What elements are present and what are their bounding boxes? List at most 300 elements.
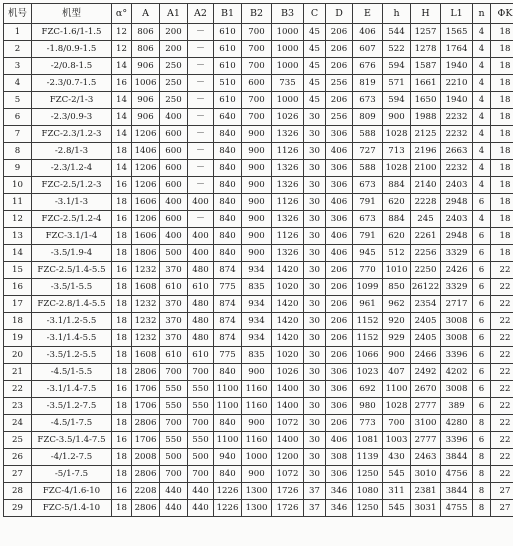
cell-d: 308	[326, 449, 353, 466]
cell-h: 884	[383, 211, 411, 228]
table-row	[4, 228, 513, 245]
cell-h: 1028	[383, 160, 411, 177]
cell-a1: 550	[160, 398, 188, 415]
table-row	[4, 194, 513, 211]
cell-b2: 900	[242, 211, 272, 228]
cell-c: 30	[304, 160, 326, 177]
cell-e: 588	[353, 126, 383, 143]
cell-e: 773	[353, 415, 383, 432]
cell-h-upper: 3031	[411, 500, 441, 517]
table-row	[4, 330, 513, 347]
cell-l1: 3329	[441, 279, 473, 296]
cell-h: 1028	[383, 398, 411, 415]
cell-b1: 510	[214, 75, 242, 92]
cell-model: -4/1.2-7.5	[32, 449, 112, 466]
cell-alpha: 16	[112, 177, 132, 194]
cell-b2: 1160	[242, 381, 272, 398]
cell-a: 1706	[132, 381, 160, 398]
cell-c: 30	[304, 177, 326, 194]
cell-e: 692	[353, 381, 383, 398]
cell-h: 544	[383, 24, 411, 41]
cell-alpha: 14	[112, 58, 132, 75]
cell-d: 306	[326, 364, 353, 381]
cell-b2: 700	[242, 109, 272, 126]
header-a: A	[132, 4, 160, 24]
cell-c: 30	[304, 432, 326, 449]
cell-c: 30	[304, 279, 326, 296]
cell-c: 30	[304, 194, 326, 211]
cell-b2: 900	[242, 364, 272, 381]
cell-h-upper: 1587	[411, 58, 441, 75]
table-row	[4, 177, 513, 194]
cell-b1: 610	[214, 24, 242, 41]
cell-b1: 610	[214, 92, 242, 109]
cell-no: 25	[4, 432, 32, 449]
cell-phi-k: 22	[491, 364, 513, 381]
cell-h-upper: 2100	[411, 160, 441, 177]
table-row	[4, 262, 513, 279]
cell-a1: 250	[160, 58, 188, 75]
cell-h: 522	[383, 41, 411, 58]
cell-a2: －	[188, 177, 214, 194]
cell-h-upper: 2405	[411, 330, 441, 347]
cell-e: 961	[353, 296, 383, 313]
cell-a: 1206	[132, 160, 160, 177]
cell-l1: 2948	[441, 194, 473, 211]
cell-h: 545	[383, 500, 411, 517]
cell-c: 45	[304, 41, 326, 58]
cell-b2: 835	[242, 279, 272, 296]
cell-b3: 1420	[272, 296, 304, 313]
cell-e: 809	[353, 109, 383, 126]
cell-e: 588	[353, 160, 383, 177]
cell-n: 4	[473, 24, 491, 41]
cell-a2: 550	[188, 398, 214, 415]
cell-model: FZC-2.8/1.4-5.5	[32, 296, 112, 313]
cell-a: 1608	[132, 347, 160, 364]
cell-h-upper: 2466	[411, 347, 441, 364]
header-n: n	[473, 4, 491, 24]
cell-e: 673	[353, 177, 383, 194]
cell-a1: 400	[160, 194, 188, 211]
header-alpha: α°	[112, 4, 132, 24]
cell-e: 1139	[353, 449, 383, 466]
cell-a: 1232	[132, 330, 160, 347]
cell-a2: 700	[188, 466, 214, 483]
cell-d: 206	[326, 296, 353, 313]
cell-phi-k: 22	[491, 330, 513, 347]
cell-a: 2806	[132, 466, 160, 483]
cell-e: 676	[353, 58, 383, 75]
cell-no: 8	[4, 143, 32, 160]
cell-d: 306	[326, 398, 353, 415]
cell-model: -3.5/1.2-5.5	[32, 347, 112, 364]
cell-b1: 840	[214, 143, 242, 160]
cell-n: 6	[473, 194, 491, 211]
cell-alpha: 14	[112, 126, 132, 143]
header-b3: B3	[272, 4, 304, 24]
cell-l1: 4756	[441, 466, 473, 483]
cell-model: -3.1/1-3	[32, 194, 112, 211]
header-b1: B1	[214, 4, 242, 24]
table-row	[4, 398, 513, 415]
cell-d: 256	[326, 75, 353, 92]
cell-model: FZC-3.5/1.4-7.5	[32, 432, 112, 449]
header-d: D	[326, 4, 353, 24]
table-row	[4, 126, 513, 143]
cell-d: 206	[326, 313, 353, 330]
cell-l1: 3396	[441, 347, 473, 364]
cell-n: 4	[473, 126, 491, 143]
cell-h-upper: 2492	[411, 364, 441, 381]
cell-a: 1206	[132, 211, 160, 228]
cell-no: 14	[4, 245, 32, 262]
cell-model: -3.5/1.9-4	[32, 245, 112, 262]
cell-b2: 900	[242, 143, 272, 160]
cell-l1: 1940	[441, 58, 473, 75]
cell-a2: 400	[188, 245, 214, 262]
cell-l1: 1764	[441, 41, 473, 58]
cell-b1: 840	[214, 228, 242, 245]
cell-d: 206	[326, 41, 353, 58]
cell-model: -3.5/1-5.5	[32, 279, 112, 296]
cell-no: 24	[4, 415, 32, 432]
cell-e: 791	[353, 194, 383, 211]
cell-b3: 1420	[272, 330, 304, 347]
cell-e: 1250	[353, 466, 383, 483]
cell-a: 2806	[132, 415, 160, 432]
cell-h-upper: 2405	[411, 313, 441, 330]
cell-a2: 500	[188, 449, 214, 466]
cell-n: 4	[473, 177, 491, 194]
cell-h-upper: 2196	[411, 143, 441, 160]
cell-h-upper: 26122	[411, 279, 441, 296]
cell-e: 1081	[353, 432, 383, 449]
cell-b3: 1400	[272, 381, 304, 398]
cell-b3: 1126	[272, 194, 304, 211]
cell-b1: 1226	[214, 483, 242, 500]
cell-a1: 400	[160, 109, 188, 126]
cell-h: 1100	[383, 381, 411, 398]
cell-a1: 250	[160, 75, 188, 92]
cell-l1: 4755	[441, 500, 473, 517]
cell-h-upper: 2354	[411, 296, 441, 313]
cell-d: 406	[326, 143, 353, 160]
cell-b2: 934	[242, 262, 272, 279]
cell-b2: 835	[242, 347, 272, 364]
cell-c: 30	[304, 313, 326, 330]
cell-b1: 940	[214, 449, 242, 466]
cell-b2: 1160	[242, 432, 272, 449]
cell-d: 306	[326, 381, 353, 398]
cell-a: 906	[132, 58, 160, 75]
cell-l1: 1565	[441, 24, 473, 41]
cell-h: 1028	[383, 126, 411, 143]
cell-a: 1606	[132, 228, 160, 245]
cell-c: 45	[304, 58, 326, 75]
cell-n: 6	[473, 245, 491, 262]
cell-h-upper: 2670	[411, 381, 441, 398]
cell-a2: 480	[188, 313, 214, 330]
cell-n: 4	[473, 58, 491, 75]
cell-d: 206	[326, 24, 353, 41]
cell-alpha: 16	[112, 381, 132, 398]
cell-b1: 874	[214, 313, 242, 330]
cell-a: 1232	[132, 262, 160, 279]
cell-no: 28	[4, 483, 32, 500]
cell-phi-k: 22	[491, 398, 513, 415]
cell-a1: 700	[160, 364, 188, 381]
cell-c: 30	[304, 109, 326, 126]
cell-a1: 370	[160, 313, 188, 330]
cell-n: 4	[473, 109, 491, 126]
cell-a1: 600	[160, 211, 188, 228]
cell-a: 2008	[132, 449, 160, 466]
cell-d: 306	[326, 211, 353, 228]
cell-b1: 840	[214, 466, 242, 483]
cell-b1: 610	[214, 41, 242, 58]
cell-no: 11	[4, 194, 32, 211]
cell-h-upper: 1661	[411, 75, 441, 92]
cell-b3: 735	[272, 75, 304, 92]
cell-alpha: 18	[112, 313, 132, 330]
cell-a1: 610	[160, 347, 188, 364]
cell-a: 1706	[132, 398, 160, 415]
cell-d: 306	[326, 466, 353, 483]
cell-l1: 2232	[441, 126, 473, 143]
cell-no: 22	[4, 381, 32, 398]
cell-b3: 1326	[272, 211, 304, 228]
cell-phi-k: 18	[491, 126, 513, 143]
cell-phi-k: 22	[491, 381, 513, 398]
cell-d: 406	[326, 432, 353, 449]
cell-d: 346	[326, 483, 353, 500]
cell-a1: 440	[160, 500, 188, 517]
table-row	[4, 143, 513, 160]
cell-b1: 1226	[214, 500, 242, 517]
cell-n: 6	[473, 347, 491, 364]
cell-n: 8	[473, 415, 491, 432]
cell-a2: 480	[188, 262, 214, 279]
cell-alpha: 18	[112, 347, 132, 364]
cell-l1: 389	[441, 398, 473, 415]
cell-h-upper: 2777	[411, 398, 441, 415]
cell-h-upper: 2463	[411, 449, 441, 466]
table-row	[4, 449, 513, 466]
cell-h-upper: 2250	[411, 262, 441, 279]
cell-h-upper: 2381	[411, 483, 441, 500]
cell-l1: 1940	[441, 92, 473, 109]
cell-l1: 3396	[441, 432, 473, 449]
cell-d: 206	[326, 330, 353, 347]
cell-h: 594	[383, 92, 411, 109]
cell-b3: 1072	[272, 466, 304, 483]
cell-b3: 1000	[272, 92, 304, 109]
cell-n: 4	[473, 41, 491, 58]
cell-e: 673	[353, 92, 383, 109]
cell-b3: 1326	[272, 177, 304, 194]
cell-b2: 934	[242, 313, 272, 330]
cell-b2: 1160	[242, 398, 272, 415]
cell-model: -1.8/0.9-1.5	[32, 41, 112, 58]
cell-b1: 610	[214, 58, 242, 75]
cell-b1: 640	[214, 109, 242, 126]
header-phi-k: ΦK	[491, 4, 513, 24]
cell-a: 1406	[132, 143, 160, 160]
cell-model: -2/0.8-1.5	[32, 58, 112, 75]
cell-model: FZC-2.5/1.4-5.5	[32, 262, 112, 279]
cell-model: -3.1/1.4-5.5	[32, 330, 112, 347]
cell-h: 850	[383, 279, 411, 296]
header-row	[4, 4, 513, 24]
cell-l1: 3329	[441, 245, 473, 262]
cell-b3: 1126	[272, 228, 304, 245]
cell-n: 6	[473, 313, 491, 330]
cell-b1: 840	[214, 126, 242, 143]
cell-b3: 1020	[272, 347, 304, 364]
cell-no: 18	[4, 313, 32, 330]
cell-alpha: 14	[112, 109, 132, 126]
cell-b1: 840	[214, 194, 242, 211]
table-row	[4, 92, 513, 109]
fan-spec-table	[3, 3, 513, 517]
cell-h: 1003	[383, 432, 411, 449]
cell-model: FZC-1.6/1-1.5	[32, 24, 112, 41]
cell-l1: 3844	[441, 483, 473, 500]
table-row	[4, 109, 513, 126]
cell-alpha: 18	[112, 415, 132, 432]
cell-phi-k: 18	[491, 160, 513, 177]
cell-no: 3	[4, 58, 32, 75]
cell-h: 620	[383, 194, 411, 211]
cell-b2: 1300	[242, 483, 272, 500]
cell-a2: 550	[188, 432, 214, 449]
cell-phi-k: 18	[491, 75, 513, 92]
cell-b1: 874	[214, 262, 242, 279]
cell-b2: 900	[242, 415, 272, 432]
cell-n: 8	[473, 449, 491, 466]
cell-alpha: 12	[112, 41, 132, 58]
cell-phi-k: 18	[491, 143, 513, 160]
cell-a2: 440	[188, 483, 214, 500]
cell-c: 30	[304, 262, 326, 279]
cell-a1: 370	[160, 330, 188, 347]
cell-n: 4	[473, 92, 491, 109]
cell-c: 30	[304, 364, 326, 381]
table-row	[4, 24, 513, 41]
cell-c: 30	[304, 347, 326, 364]
cell-e: 1066	[353, 347, 383, 364]
cell-b1: 874	[214, 296, 242, 313]
cell-phi-k: 18	[491, 177, 513, 194]
header-b2: B2	[242, 4, 272, 24]
cell-no: 4	[4, 75, 32, 92]
cell-b3: 1326	[272, 245, 304, 262]
cell-h: 920	[383, 313, 411, 330]
cell-h-upper: 3010	[411, 466, 441, 483]
cell-a2: 610	[188, 347, 214, 364]
cell-a2: 480	[188, 296, 214, 313]
cell-alpha: 18	[112, 364, 132, 381]
cell-model: -3.1/1.4-7.5	[32, 381, 112, 398]
cell-no: 2	[4, 41, 32, 58]
cell-h: 713	[383, 143, 411, 160]
cell-a1: 500	[160, 449, 188, 466]
cell-model: FZC-2/1-3	[32, 92, 112, 109]
cell-b2: 700	[242, 58, 272, 75]
cell-h: 594	[383, 58, 411, 75]
cell-alpha: 16	[112, 432, 132, 449]
cell-b3: 1020	[272, 279, 304, 296]
cell-phi-k: 22	[491, 432, 513, 449]
cell-a2: －	[188, 211, 214, 228]
table-row	[4, 279, 513, 296]
table-row	[4, 313, 513, 330]
cell-a2: 550	[188, 381, 214, 398]
cell-a2: －	[188, 109, 214, 126]
cell-l1: 3008	[441, 381, 473, 398]
cell-phi-k: 22	[491, 279, 513, 296]
cell-b1: 840	[214, 177, 242, 194]
cell-model: -3.1/1.2-5.5	[32, 313, 112, 330]
cell-d: 206	[326, 279, 353, 296]
cell-b3: 1000	[272, 41, 304, 58]
cell-b3: 1420	[272, 313, 304, 330]
cell-d: 206	[326, 347, 353, 364]
cell-no: 1	[4, 24, 32, 41]
cell-alpha: 16	[112, 262, 132, 279]
cell-h: 571	[383, 75, 411, 92]
cell-b1: 840	[214, 211, 242, 228]
cell-c: 45	[304, 75, 326, 92]
cell-c: 37	[304, 483, 326, 500]
cell-n: 6	[473, 432, 491, 449]
cell-a1: 550	[160, 432, 188, 449]
cell-alpha: 14	[112, 160, 132, 177]
cell-b3: 1400	[272, 398, 304, 415]
cell-d: 306	[326, 177, 353, 194]
cell-h: 900	[383, 347, 411, 364]
cell-c: 30	[304, 296, 326, 313]
cell-no: 15	[4, 262, 32, 279]
cell-h-upper: 1278	[411, 41, 441, 58]
cell-c: 30	[304, 211, 326, 228]
table-row	[4, 381, 513, 398]
cell-phi-k: 18	[491, 211, 513, 228]
cell-no: 21	[4, 364, 32, 381]
cell-e: 770	[353, 262, 383, 279]
cell-a2: 400	[188, 228, 214, 245]
cell-model: FZC-5/1.4-10	[32, 500, 112, 517]
cell-no: 27	[4, 466, 32, 483]
table-row	[4, 296, 513, 313]
cell-h-upper: 2777	[411, 432, 441, 449]
cell-a2: 610	[188, 279, 214, 296]
cell-model: -4.5/1-5.5	[32, 364, 112, 381]
cell-a2: 440	[188, 500, 214, 517]
cell-b1: 1100	[214, 432, 242, 449]
cell-l1: 3844	[441, 449, 473, 466]
cell-e: 607	[353, 41, 383, 58]
cell-alpha: 18	[112, 279, 132, 296]
cell-n: 4	[473, 75, 491, 92]
cell-model: FZC-3.1/1-4	[32, 228, 112, 245]
cell-c: 30	[304, 245, 326, 262]
cell-n: 6	[473, 296, 491, 313]
cell-a2: 700	[188, 364, 214, 381]
cell-model: FZC-4/1.6-10	[32, 483, 112, 500]
table-row	[4, 347, 513, 364]
